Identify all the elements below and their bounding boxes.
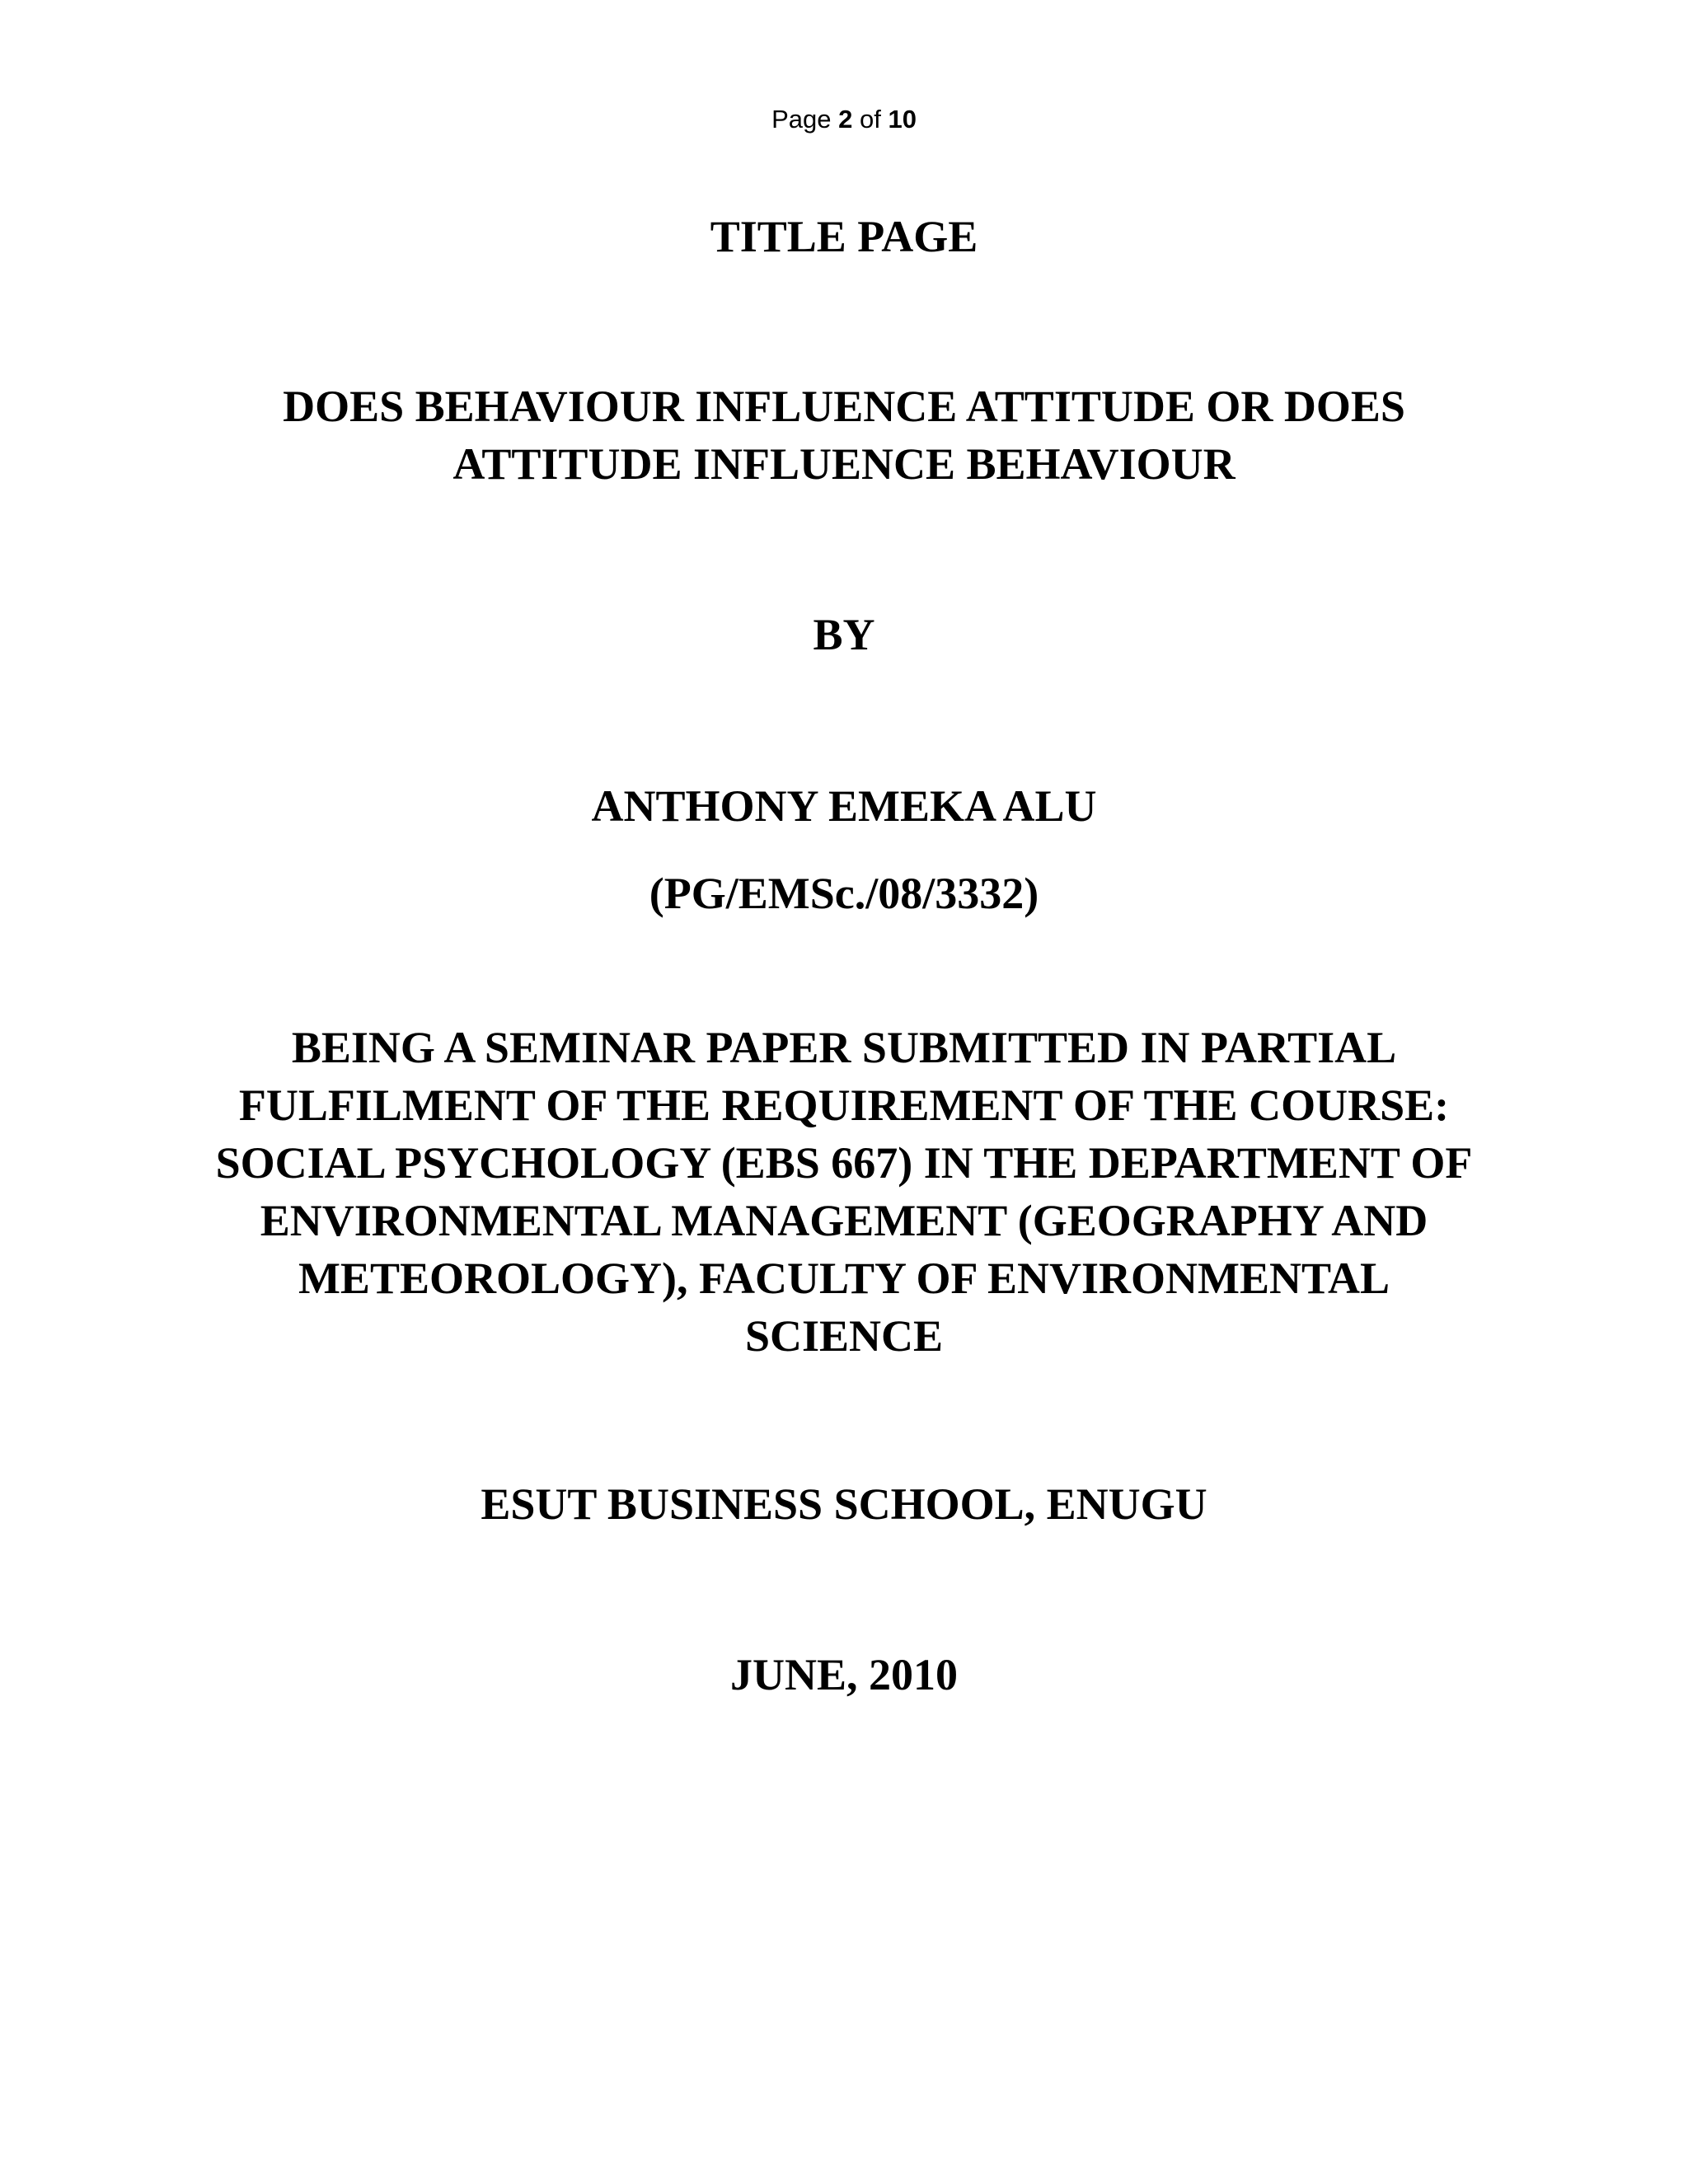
date-text: JUNE, 2010 [729, 1650, 958, 1699]
by-text: BY [813, 610, 875, 659]
page-number-total: 10 [888, 105, 917, 134]
title-page-heading [0, 208, 1688, 265]
page-number-current: 2 [838, 105, 853, 134]
submission-statement [0, 1019, 1688, 1365]
student-id-text: (PG/EMSc./08/3332) [649, 869, 1039, 918]
submission-line: ENVIRONMENTAL MANAGEMENT (GEOGRAPHY AND [260, 1196, 1428, 1245]
institution-text: ESUT BUSINESS SCHOOL, ENUGU [481, 1479, 1207, 1529]
author-text: ANTHONY EMEKA ALU [591, 781, 1097, 831]
paper-title-line: DOES BEHAVIOUR INFLUENCE ATTITUDE OR DOES [283, 382, 1405, 431]
author-name [0, 777, 1688, 835]
submission-line: SOCIAL PSYCHOLOGY (EBS 667) IN THE DEPARTMENT OF [215, 1138, 1473, 1188]
page-number-prefix: Page [771, 105, 832, 134]
page-number-separator: of [859, 105, 881, 134]
submission-line: METEOROLOGY), FACULTY OF ENVIRONMENTAL [298, 1254, 1390, 1303]
heading-text: TITLE PAGE [710, 212, 978, 261]
submission-line: FULFILMENT OF THE REQUIREMENT OF THE COURSE: [238, 1080, 1450, 1130]
submission-line: BEING A SEMINAR PAPER SUBMITTED IN PARTIAL [291, 1023, 1397, 1072]
paper-title-line: ATTITUDE INFLUENCE BEHAVIOUR [452, 439, 1236, 489]
page-number [0, 102, 1688, 137]
submission-line: SCIENCE [744, 1311, 944, 1361]
submission-date [0, 1646, 1688, 1704]
institution [0, 1475, 1688, 1533]
student-id [0, 865, 1688, 922]
by-label [0, 606, 1688, 663]
paper-title [0, 377, 1688, 493]
